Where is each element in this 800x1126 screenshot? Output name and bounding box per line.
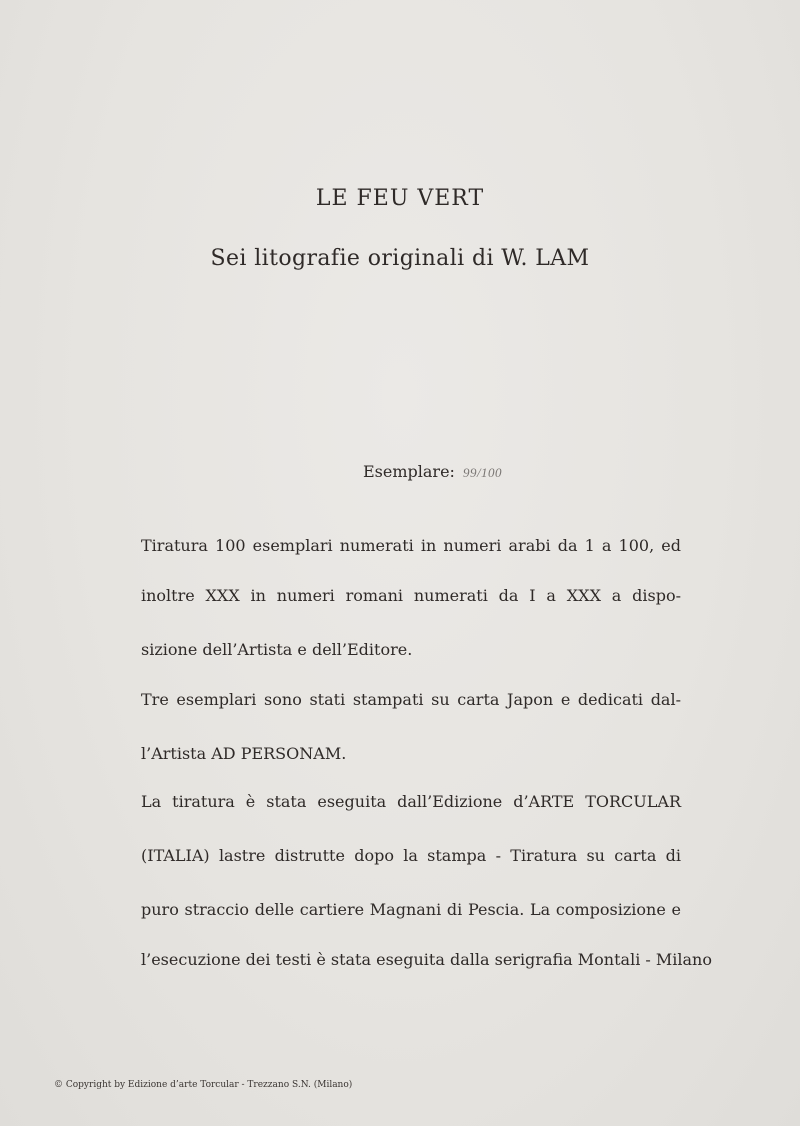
copyright-notice: © Copyright by Edizione d’arte Torcular - Trezzano S.N. (Milano): [54, 1080, 353, 1090]
edition-label: Esemplare:: [363, 462, 455, 481]
text-line-8: puro straccio delle cartiere Magnani di Pescia. La composizione e: [141, 900, 681, 919]
text-line-3: sizione dell’Artista e dell’Editore.: [141, 640, 413, 659]
edition-number-line: [363, 462, 502, 481]
text-line-4: Tre esemplari sono stati stampati su carta Japon e dedicati dal-: [141, 690, 681, 709]
text-line-6: La tiratura è stata eseguita dall’Edizione d’ARTE TORCULAR: [141, 792, 681, 811]
text-line-1: Tiratura 100 esemplari numerati in numeri arabi da 1 a 100, ed: [141, 536, 681, 555]
text-line-2: inoltre XXX in numeri romani numerati da I a XXX a dispo-: [141, 586, 681, 605]
document-title: LE FEU VERT: [315, 186, 485, 211]
text-line-7: (ITALIA) lastre distrutte dopo la stampa - Tiratura su carta di: [141, 846, 681, 865]
text-line-9: l’esecuzione dei testi è stata eseguita dalla serigrafia Montali - Milano: [141, 950, 712, 969]
document-subtitle: Sei litografie originali di W. LAM: [210, 246, 590, 271]
text-line-5: l’Artista AD PERSONAM.: [141, 744, 347, 763]
handwritten-edition-number: 99/100: [462, 465, 503, 480]
